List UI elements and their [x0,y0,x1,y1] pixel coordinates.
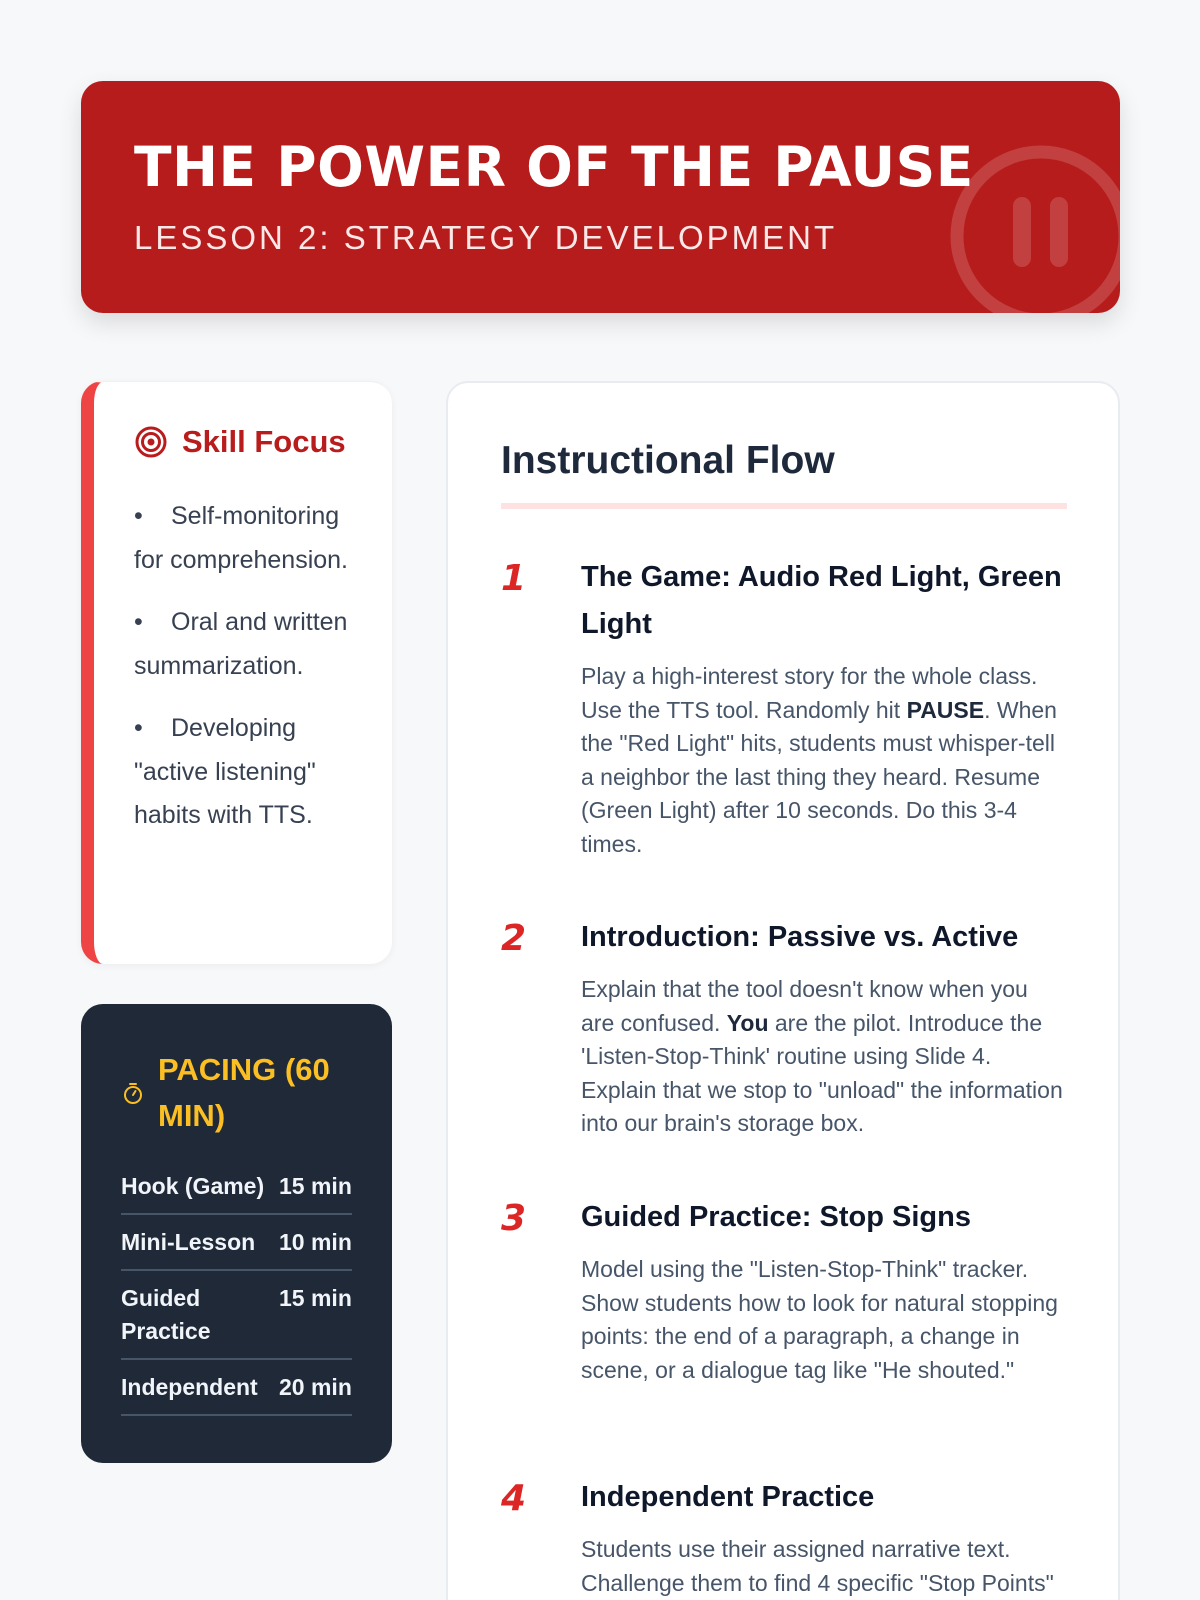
lesson-header [81,81,1120,313]
skill-focus-title: Skill Focus [182,424,346,459]
pacing-duration: 15 min [279,1173,352,1199]
flow-step-2 [501,914,1067,1141]
target-icon [134,425,168,459]
step-title: Guided Practice: Stop Signs [581,1201,971,1233]
pacing-card [81,1004,392,1463]
pacing-table [121,1159,352,1416]
instructional-flow-card [446,381,1120,1600]
table-row [121,1271,352,1360]
pacing-activity: Hook (Game) [121,1173,265,1199]
stopwatch-icon [121,1081,145,1105]
step-description: Model using the "Listen-Stop-Think" tracker. Show students how to look for natural stopping points: the end of a paragraph, a change in scene, or a dialogue tag like "He shouted." [581,1256,1058,1383]
step-description: Play a high-interest story for the whole class. Use the TTS tool. Randomly hit PAUSE. When the "Red Light" hits, students must whisper-tell a neighbor the last thing they heard. Resume (Green Light) after 10 seconds. Do this 3-4 times. [581,663,1057,857]
step-title: Independent Practice [581,1481,875,1513]
table-row [121,1360,352,1416]
table-row [121,1159,352,1215]
step-number: 4 [501,1478,527,1519]
flow-step-3 [501,1194,1067,1387]
step-description: Students use their assigned narrative text. Challenge them to find 4 specific "Stop Points" [581,1536,1054,1596]
pacing-activity: Independent [121,1374,258,1400]
step-number: 3 [501,1198,527,1239]
flow-step-1 [501,554,1067,861]
lesson-subtitle: LESSON 2: STRATEGY DEVELOPMENT [134,219,838,256]
pacing-activity: Mini-Lesson [121,1229,256,1255]
step-number: 1 [501,558,527,599]
skill-focus-heading [134,424,346,460]
pause-circle-icon [941,136,1120,313]
pacing-activity: Guided Practice [121,1285,211,1344]
pacing-duration: 15 min [279,1285,352,1311]
list-item: • Developing "active listening" habits with TTS. [134,714,316,829]
lesson-title: THE POWER OF THE PAUSE [134,135,974,199]
step-title: Introduction: Passive vs. Active [581,921,1019,953]
flow-step-4 [501,1474,1067,1600]
list-item: • Self-monitoring for comprehension. [134,502,349,574]
step-description: Explain that the tool doesn't know when you are confused. You are the pilot. Introduce the 'Listen-Stop-Think' routine using Slide 4. Explain that we stop to "unload" the information into our brain's storage box. [581,976,1063,1136]
skill-focus-card [81,381,392,964]
skill-focus-list [134,495,359,857]
step-title: The Game: Audio Red Light, Green Light [581,561,1062,640]
pacing-heading [121,1047,361,1139]
list-item: • Oral and written summarization. [134,608,348,680]
pacing-duration: 10 min [279,1229,352,1255]
pacing-duration: 20 min [279,1374,352,1400]
pacing-title: PACING (60 MIN) [158,1052,330,1133]
table-row [121,1215,352,1271]
flow-title: Instructional Flow [501,439,1067,509]
step-number: 2 [501,918,527,959]
